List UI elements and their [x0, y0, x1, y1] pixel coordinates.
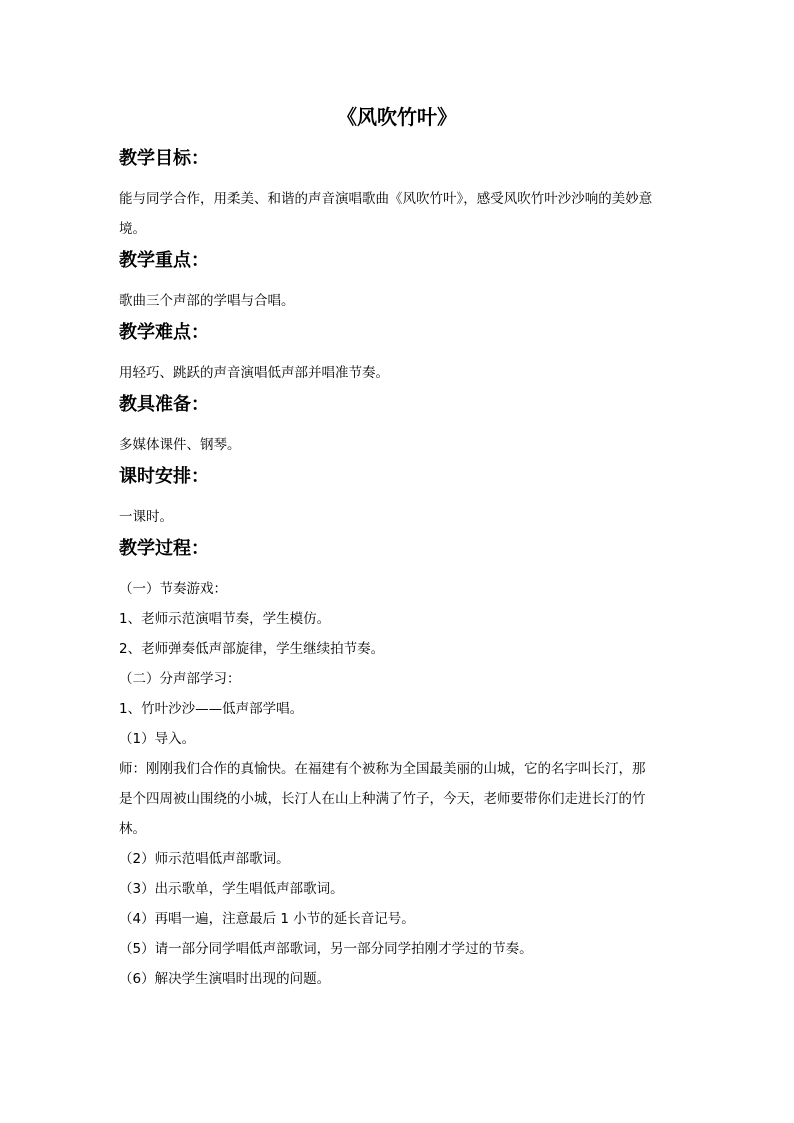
process-sub6: （6）解决学生演唱时出现的问题。	[119, 971, 331, 987]
difficulty-heading: 教学难点：	[119, 322, 209, 343]
process-sub2: （2）师示范唱低声部歌词。	[119, 851, 290, 867]
process-sub4: （4）再唱一遍，注意最后 1 小节的延长音记号。	[119, 911, 415, 927]
process-heading: 教学过程：	[119, 538, 209, 559]
schedule-text: 一课时。	[119, 509, 173, 525]
process-step2: 2、老师弹奏低声部旋律，学生继续拍节奏。	[119, 641, 385, 657]
objectives-heading: 教学目标：	[119, 148, 209, 169]
document-title: 《风吹竹叶》	[337, 105, 457, 129]
process-sub1: （1）导入。	[119, 731, 196, 747]
difficulty-text: 用轻巧、跳跃的声音演唱低声部并唱准节奏。	[119, 365, 389, 381]
objectives-text: 能与同学合作，用柔美、和谐的声音演唱歌曲《风吹竹叶》，感受风吹竹叶沙沙响的美妙意	[119, 191, 653, 207]
objectives-text-cont: 境。	[119, 221, 146, 237]
materials-text: 多媒体课件、钢琴。	[119, 437, 241, 453]
teacher-line-2: 是个四周被山围绕的小城，长汀人在山上种满了竹子，今天，老师要带你们走进长汀的竹	[119, 791, 646, 807]
document-body	[119, 147, 679, 994]
key-text: 歌曲三个声部的学唱与合唱。	[119, 293, 295, 309]
teacher-line-3: 林。	[119, 821, 146, 837]
process-step1: 1、老师示范演唱节奏，学生模仿。	[119, 611, 331, 627]
process-step3: 1、竹叶沙沙——低声部学唱。	[119, 701, 304, 717]
process-sub3: （3）出示歌单，学生唱低声部歌词。	[119, 881, 344, 897]
materials-heading: 教具准备：	[119, 394, 209, 415]
process-sub5: （5）请一部分同学唱低声部歌词，另一部分同学拍刚才学过的节奏。	[119, 941, 533, 957]
teacher-line-1: 师：刚刚我们合作的真愉快。在福建有个被称为全国最美丽的山城，它的名字叫长汀，那	[119, 761, 646, 777]
process-part1: （一）节奏游戏：	[119, 581, 227, 597]
schedule-heading: 课时安排：	[119, 466, 209, 487]
process-part2: （二）分声部学习：	[119, 671, 241, 687]
key-heading: 教学重点：	[119, 250, 209, 271]
